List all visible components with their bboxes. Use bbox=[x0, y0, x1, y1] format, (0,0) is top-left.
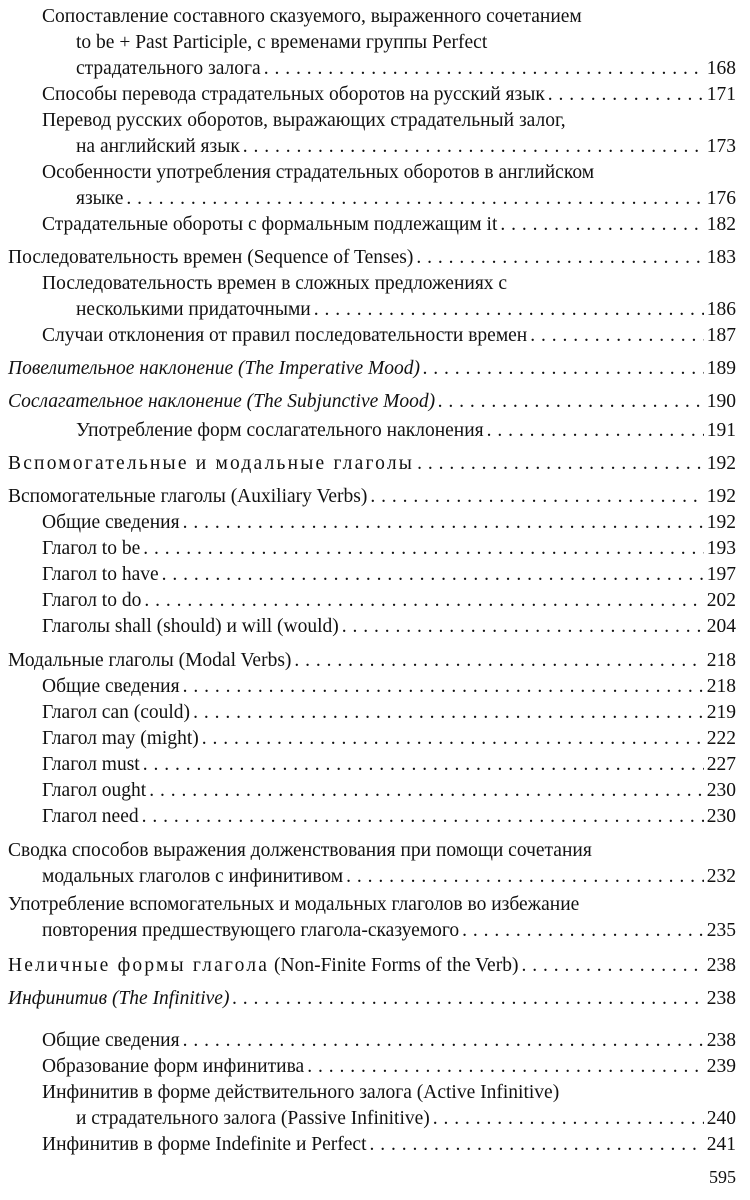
page-number: 192 bbox=[706, 453, 736, 474]
entry-title-english: (Non-Finite Forms of the Verb) bbox=[269, 955, 519, 976]
entry-line: Употребление вспомогательных и модальных глаголов во избежание bbox=[8, 894, 580, 915]
page-number: 186 bbox=[706, 299, 736, 320]
page-number: 202 bbox=[706, 590, 736, 611]
entry-line: Сопоставление составного сказуемого, выраженного сочетанием bbox=[42, 6, 582, 27]
entry-title: Образование форм инфинитива bbox=[42, 1056, 305, 1077]
page-number: 218 bbox=[706, 650, 736, 671]
page-number: 227 bbox=[706, 754, 736, 775]
page-number: 238 bbox=[706, 955, 736, 976]
entry-title: Глагол must bbox=[42, 754, 140, 775]
page-number: 219 bbox=[706, 702, 736, 723]
entry-title: Общие сведения bbox=[42, 512, 180, 533]
entry-title: Глагол to have bbox=[42, 564, 159, 585]
page-number: 222 bbox=[706, 728, 736, 749]
page-number: 171 bbox=[706, 84, 736, 105]
entry-title: Общие сведения bbox=[42, 1030, 180, 1051]
page-number: 189 bbox=[706, 358, 736, 379]
entry-line: to be + Past Participle, с временами группы Perfect bbox=[76, 32, 488, 53]
entry-title: Модальные глаголы (Modal Verbs) bbox=[8, 650, 292, 671]
entry-title: Инфинитив в форме Indefinite и Perfect bbox=[42, 1134, 367, 1155]
entry-title: на английский язык bbox=[76, 136, 240, 157]
page-number: 192 bbox=[706, 512, 736, 533]
entry-title-spaced: Неличные формы глагола bbox=[8, 955, 270, 976]
page-number: 232 bbox=[706, 866, 736, 887]
entry-title: Общие сведения bbox=[42, 676, 180, 697]
page-number: 238 bbox=[706, 988, 736, 1009]
page-number-footer: 595 bbox=[709, 1167, 736, 1187]
page-number: 183 bbox=[706, 247, 736, 268]
page-number: 230 bbox=[706, 806, 736, 827]
entry-title: Глаголы shall (should) и will (would) bbox=[42, 616, 339, 637]
page-number: 204 bbox=[706, 616, 736, 637]
entry-line: Сводка способов выражения долженствования при помощи сочетания bbox=[8, 840, 592, 861]
entry-line: Инфинитив в форме действительного залога (Active Infinitive) bbox=[42, 1082, 560, 1103]
entry-title: повторения предшествующего глагола-сказуемого bbox=[42, 920, 460, 941]
entry-title: Случаи отклонения от правил последовательности времен bbox=[42, 325, 528, 346]
page-number: 197 bbox=[706, 564, 736, 585]
entry-title: модальных глаголов с инфинитивом bbox=[42, 866, 344, 887]
page-number: 240 bbox=[706, 1108, 736, 1129]
entry-title: Последовательность времен (Sequence of Tenses) bbox=[8, 247, 414, 268]
entry-title: языке bbox=[76, 188, 124, 209]
page-number: 230 bbox=[706, 780, 736, 801]
entry-title: Глагол need bbox=[42, 806, 139, 827]
entry-title: Глагол to do bbox=[42, 590, 142, 611]
page-number: 191 bbox=[706, 420, 736, 441]
page-number: 173 bbox=[706, 136, 736, 157]
page-number: 241 bbox=[706, 1134, 736, 1155]
entry-title: Глагол may (might) bbox=[42, 728, 199, 749]
entry-title: Вспомогательные глаголы (Auxiliary Verbs) bbox=[8, 486, 368, 507]
entry-title: Глагол ought bbox=[42, 780, 147, 801]
entry-line: Последовательность времен в сложных предложениях с bbox=[42, 273, 508, 294]
page-number: 190 bbox=[706, 391, 736, 412]
entry-title: Инфинитив (The Infinitive) bbox=[8, 988, 230, 1009]
page-number: 218 bbox=[706, 676, 736, 697]
entry-title: Повелительное наклонение (The Imperative Mood) bbox=[8, 358, 420, 379]
page-number: 187 bbox=[706, 325, 736, 346]
page-number: 182 bbox=[706, 214, 736, 235]
entry-title: Способы перевода страдательных оборотов на русский язык bbox=[42, 84, 545, 105]
page-number: 193 bbox=[706, 538, 736, 559]
entry-title: страдательного залога bbox=[76, 58, 261, 79]
page-number: 238 bbox=[706, 1030, 736, 1051]
entry-title: Страдательные обороты с формальным подлежащим it bbox=[42, 214, 498, 235]
entry-line: Особенности употребления страдательных оборотов в английском bbox=[42, 162, 595, 183]
page-number: 176 bbox=[706, 188, 736, 209]
entry-title: несколькими придаточными bbox=[76, 299, 311, 320]
entry-title: и страдательного залога (Passive Infinitive) bbox=[76, 1108, 430, 1129]
entry-title: Употребление форм сослагательного наклонения bbox=[76, 420, 484, 441]
page-number: 192 bbox=[706, 486, 736, 507]
entry-title: Сослагательное наклонение (The Subjunctive Mood) bbox=[8, 391, 436, 412]
entry-title: Вспомогательные и модальные глаголы bbox=[8, 453, 415, 474]
entry-title bbox=[8, 953, 518, 980]
entry-title: Глагол to be bbox=[42, 538, 141, 559]
page-number: 239 bbox=[706, 1056, 736, 1077]
entry-line: Перевод русских оборотов, выражающих страдательный залог, bbox=[42, 110, 566, 131]
page-number: 235 bbox=[706, 920, 736, 941]
entry-title: Глагол can (could) bbox=[42, 702, 191, 723]
page-number: 168 bbox=[706, 58, 736, 79]
